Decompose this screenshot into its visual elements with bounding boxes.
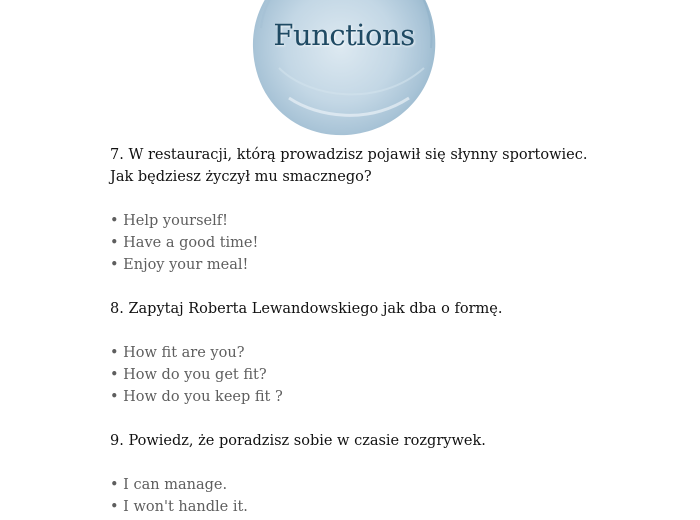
answer-option: • I won't handle it. <box>110 499 248 515</box>
question-text: 7. W restauracji, którą prowadzisz pojawił się słynny sportowiec. <box>110 147 588 163</box>
answer-options <box>110 474 670 518</box>
answer-option: • I can manage. <box>110 477 228 493</box>
question-block-8 <box>110 298 670 408</box>
answer-option: • Enjoy your meal! <box>110 257 249 273</box>
answer-options <box>110 210 670 276</box>
question-text-continued: Jak będziesz życzył mu smacznego? <box>110 169 372 185</box>
answer-option: • How fit are you? <box>110 345 245 361</box>
question-text: 8. Zapytaj Roberta Lewandowskiego jak dba o formę. <box>110 301 503 317</box>
answer-option: • Help yourself! <box>110 213 228 229</box>
question-block-7 <box>110 144 670 276</box>
questions-section <box>110 144 670 520</box>
question-block-9 <box>110 430 670 518</box>
answer-option: • How do you get fit? <box>110 367 267 383</box>
question-text: 9. Powiedz, że poradzisz sobie w czasie rozgrywek. <box>110 433 486 449</box>
page-title: Functions <box>273 18 415 52</box>
answer-options <box>110 342 670 408</box>
answer-option: • How do you keep fit ? <box>110 389 283 405</box>
answer-option: • Have a good time! <box>110 235 259 251</box>
